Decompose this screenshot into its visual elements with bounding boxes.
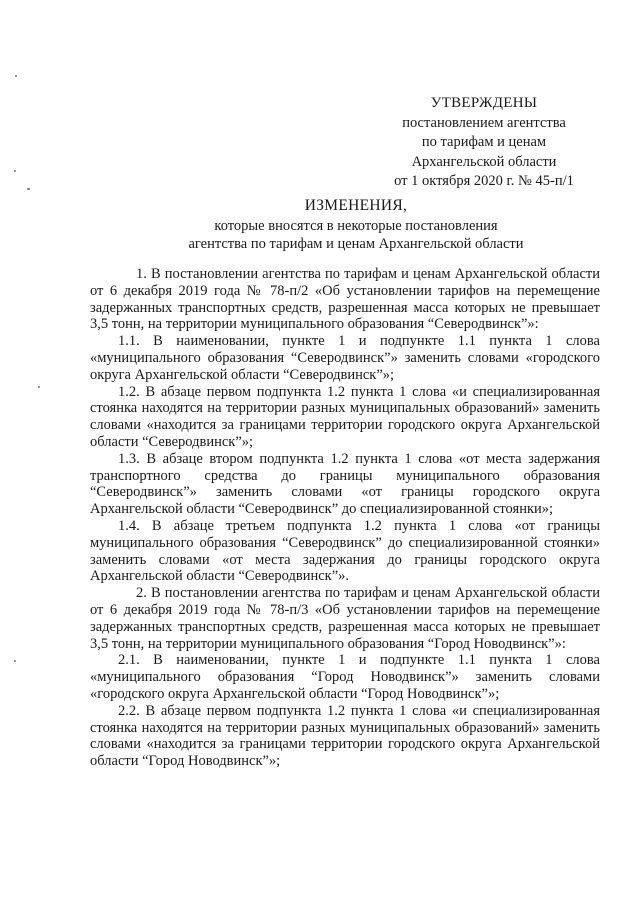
approval-line: постановлением агентства — [402, 114, 566, 131]
paragraph-item-1-2: 1.2. В абзаце первом подпункта 1.2 пункта 1 слова «и специализированная стоянка находятся на территории разных муниципальных образований» заменить словами «находится за границами территории городского округа Архангельской области “Северодвинск”»; — [90, 383, 600, 450]
paragraph-item-2-1: 2.1. В наименовании, пункте 1 и подпункте 1.1 пункта 1 слова «муниципального образования “Город Новодвинск”» заменить словами «городского округа Архангельской области “Город Новодвинск”»; — [90, 652, 600, 702]
paragraph-item-1-3: 1.3. В абзаце втором подпункта 1.2 пункта 1 слова «от места задержания транспортного средства до границы муниципального образования “Северодвинск”» заменить словами «от границы городского округа Архангельской области “Северодвинск” до специализированной стоянки»; — [90, 450, 600, 518]
document-subtitle: которые вносятся в некоторые постановления — [214, 218, 498, 234]
document-body — [90, 266, 600, 770]
scan-speck — [27, 188, 30, 190]
paragraph-item-1-4: 1.4. В абзаце третьем подпункта 1.2 пункта 1 слова «от границы муниципального образования “Северодвинск” до специализированной стоянки» заменить словами «от места задержания до границы городского округа Архангельской области “Северодвинск”». — [90, 517, 600, 585]
approval-line: Архангельской области — [411, 153, 557, 170]
scan-speck — [15, 75, 17, 77]
paragraph-item-2: 2. В постановлении агентства по тарифам и ценам Архангельской области от 6 декабря 2019 года № 78-п/3 «Об установлении тарифов на перемещение задержанных транспортных средств, разрешенная масса которых не превышает 3,5 тонн, на территории муниципального образования “Город Новодвинск”»: — [90, 585, 600, 652]
approval-date-line: от 1 октября 2020 г. № 45-п/1 — [394, 173, 574, 189]
approval-block — [386, 94, 582, 192]
document-subtitle: агентства по тарифам и ценам Архангельской области — [188, 236, 524, 252]
paragraph-item-1-1: 1.1. В наименовании, пункте 1 и подпункте 1.1 пункта 1 слова «муниципального образования “Северодвинск”» заменить словами «городского округа Архангельской области “Северодвинск”»; — [90, 333, 600, 383]
scan-speck — [38, 386, 40, 388]
document-title: ИЗМЕНЕНИЯ, — [304, 197, 408, 214]
approval-line: по тарифам и ценам — [421, 134, 547, 150]
scan-speck — [14, 660, 16, 662]
paragraph-item-1: 1. В постановлении агентства по тарифам и ценам Архангельской области от 6 декабря 2019 года № 78-п/2 «Об установлении тарифов на перемещение задержанных транспортных средств, разрешенная масса которых не превышает 3,5 тонн, на территории муниципального образования “Северодвинск”»: — [90, 266, 600, 333]
paragraph-item-2-2: 2.2. В абзаце первом подпункта 1.2 пункта 1 слова «и специализированная стоянка находятся на территории разных муниципальных образований» заменить словами «находится за границами территории городского округа Архангельской области “Город Новодвинск”»; — [90, 702, 600, 770]
scan-speck — [14, 170, 16, 172]
document-title-block — [96, 197, 616, 253]
approval-heading: УТВЕРЖДЕНЫ — [430, 95, 538, 111]
